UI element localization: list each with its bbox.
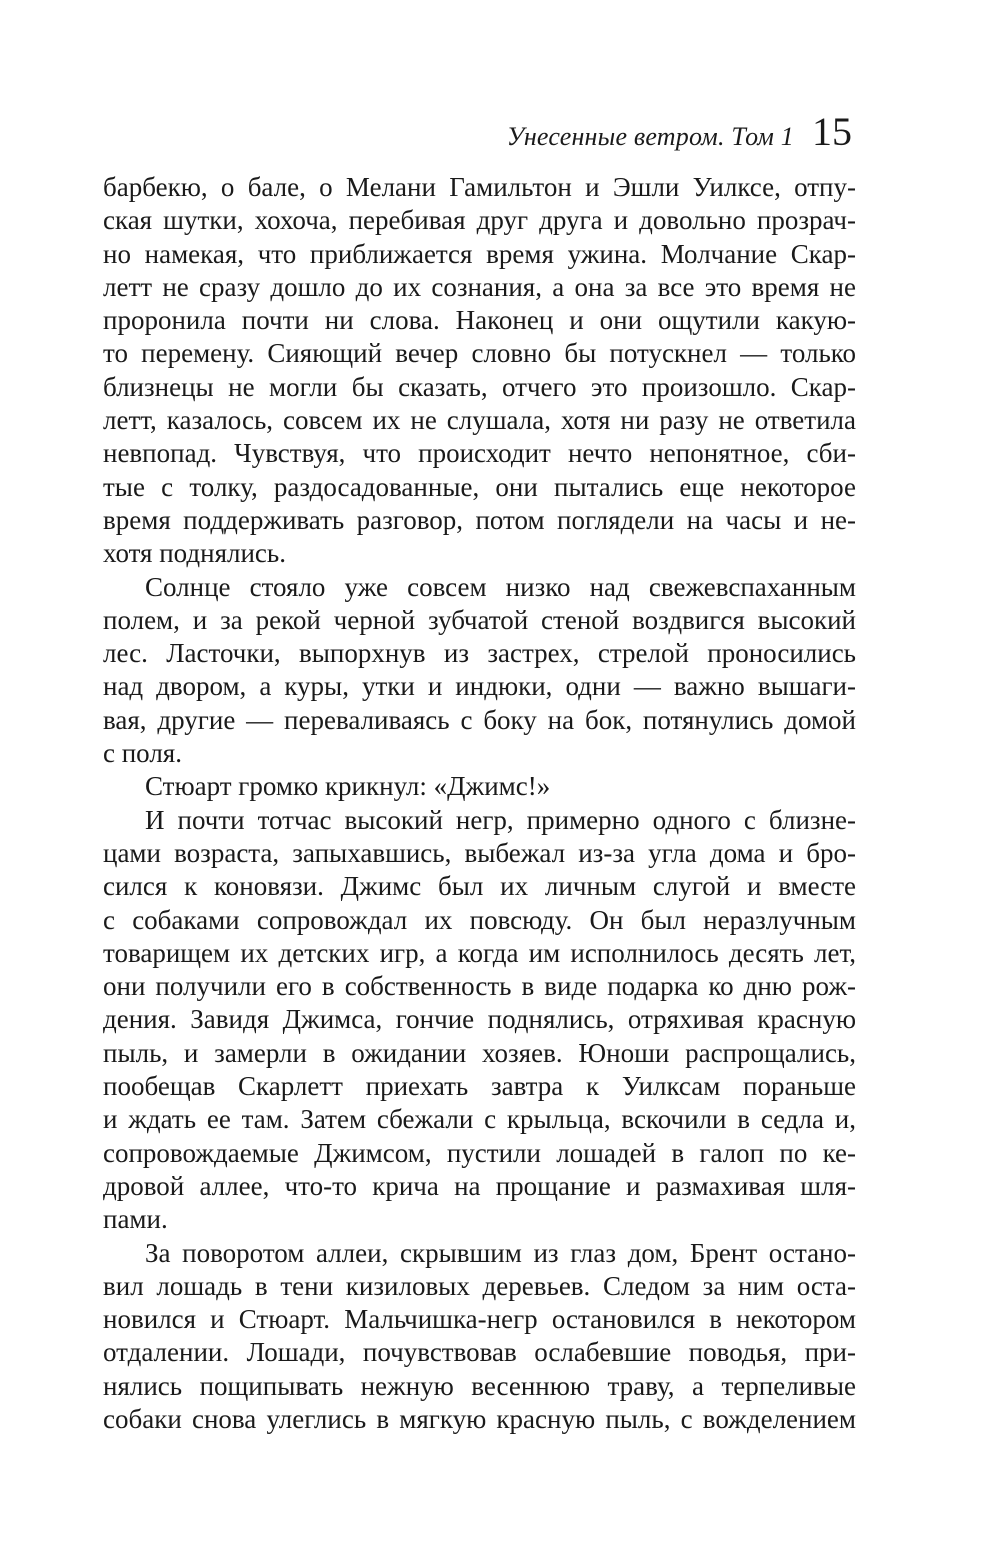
text-line: новился и Стюарт. Мальчишка-негр остановился в некотором [103, 1304, 856, 1335]
text-line: собаки снова улеглись в мягкую красную пыль, с вожделением [103, 1403, 856, 1434]
text-line: летт не сразу дошло до их сознания, а она за все это время не [103, 271, 856, 302]
text-line: вая, другие — переваливаясь с боку на бок, потянулись домой [103, 704, 856, 735]
text-line: И почти тотчас высокий негр, примерно одного с близне- [145, 804, 856, 835]
body-text [103, 171, 856, 1436]
text-line: время поддерживать разговор, потом поглядели на часы и не- [103, 504, 856, 535]
text-line: цами возраста, запыхавшись, выбежал из-за угла дома и бро- [103, 837, 856, 868]
text-line: Стюарт громко крикнул: «Джимс!» [145, 771, 551, 802]
text-line: лес. Ласточки, выпорхнув из застрех, стрелой проносились [103, 638, 856, 669]
text-line: летт, казалось, совсем их не слушала, хотя ни разу не ответила [103, 405, 856, 436]
text-line: полем, и за рекой черной зубчатой стеной воздвигся высокий [103, 604, 856, 635]
text-line: тые с толку, раздосадованные, они пытались еще некоторое [103, 471, 856, 502]
text-line: барбекю, о бале, о Мелани Гамильтон и Эшли Уилксе, отпу- [103, 172, 856, 202]
text-line: Солнце стояло уже совсем низко над свежевспаханным [145, 571, 856, 602]
text-line: За поворотом аллеи, скрывшим из глаз дом, Брент остано- [145, 1237, 856, 1268]
text-line: дровой аллее, что-то крича на прощание и размахивая шля- [103, 1170, 856, 1201]
running-title: Унесенные ветром. Том 1 [506, 122, 794, 151]
text-line: нялись пощипывать нежную весеннюю траву, а терпеливые [103, 1370, 856, 1401]
text-line: с поля. [103, 738, 182, 769]
text-line: с собаками сопровождал их повсюду. Он был неразлучным [103, 904, 856, 935]
text-line: и ждать ее там. Затем сбежали с крыльца, вскочили в седла и, [103, 1104, 856, 1135]
page-number: 15 [812, 109, 852, 154]
text-line: проронила почти ни слова. Наконец и они ощутили какую- [103, 305, 856, 336]
text-line: пообещав Скарлетт приехать завтра к Уилксам пораньше [103, 1071, 856, 1102]
text-line: то перемену. Сияющий вечер словно бы потускнел — только [103, 338, 856, 369]
text-line: ская шутки, хохоча, перебивая друг друга и довольно прозрач- [103, 205, 856, 236]
text-line: вил лошадь в тени кизиловых деревьев. Следом за ним оста- [103, 1270, 856, 1301]
text-line: близнецы не могли бы сказать, отчего это произошло. Скар- [103, 371, 856, 402]
text-line: отдалении. Лошади, почувствовав ослабевшие поводья, при- [103, 1337, 856, 1368]
text-line: дения. Завидя Джимса, гончие поднялись, отряхивая красную [103, 1004, 856, 1035]
text-line: пами. [103, 1204, 168, 1235]
text-line: невпопад. Чувствуя, что происходит нечто непонятное, сби- [103, 438, 856, 469]
text-line: над двором, а куры, утки и индюки, одни — важно вышаги- [103, 671, 856, 702]
text-line: но намекая, что приближается время ужина. Молчание Скар- [103, 238, 856, 269]
text-line: сился к коновязи. Джимс был их личным слугой и вместе [103, 871, 856, 902]
text-line: сопровождаемые Джимсом, пустили лошадей в галоп по ке- [103, 1137, 856, 1168]
text-line: хотя поднялись. [103, 538, 286, 569]
running-header [507, 108, 852, 155]
text-line: пыль, и замерли в ожидании хозяев. Юноши распрощались, [103, 1037, 856, 1068]
text-line: они получили его в собственность в виде подарка ко дню рож- [103, 971, 856, 1002]
text-line: товарищем их детских игр, а когда им исполнилось десять лет, [103, 937, 856, 968]
